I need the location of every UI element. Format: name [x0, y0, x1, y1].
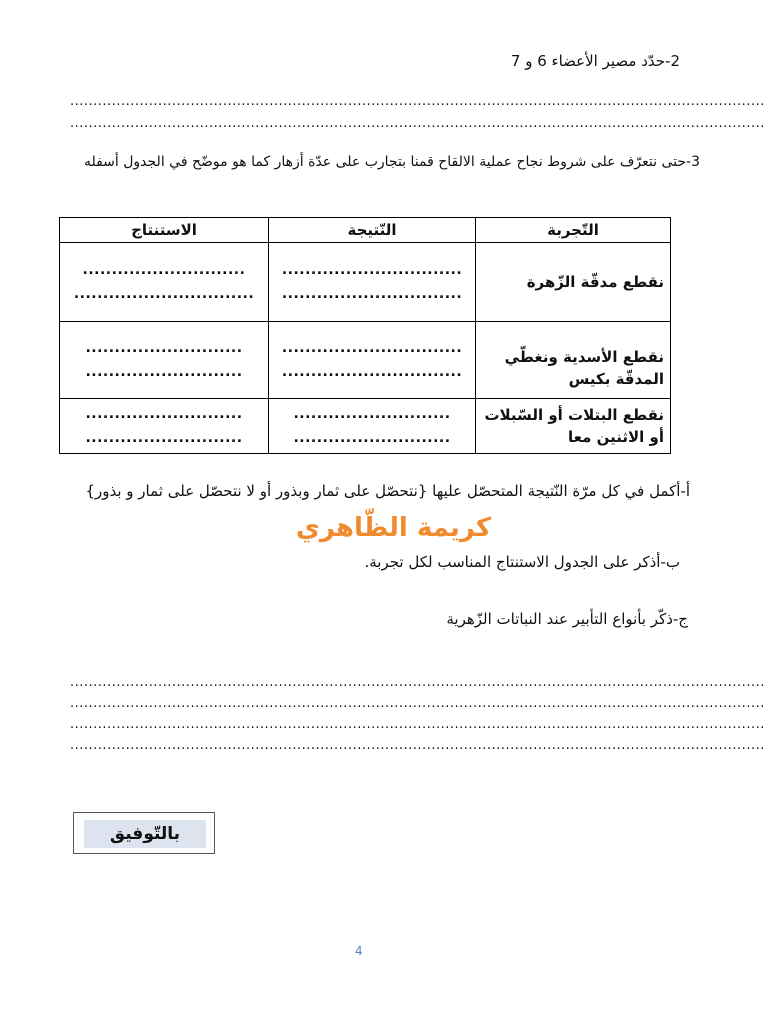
result-line: ...........................: [293, 430, 451, 446]
answer-line: ......................................................................................................................................................: [70, 738, 765, 753]
conclusion-line: ...........................: [85, 430, 243, 446]
answer-line: ......................................................................................................................................................: [70, 696, 765, 711]
conclusion-cell: [60, 399, 269, 454]
answer-line: ......................................................................................................................................................: [70, 675, 765, 690]
conclusion-line: ...........................: [85, 364, 243, 380]
experiment-cell: نقطع مدقّة الزّهرة: [476, 243, 671, 322]
conclusion-cell: [60, 322, 269, 399]
header-result: النّتيجة: [269, 218, 476, 243]
experiment-cell: نقطع الأسدية ونغطّي المدقّة بكيس: [476, 322, 671, 399]
result-cell: [269, 399, 476, 454]
result-line: ...............................: [281, 364, 463, 380]
conclusion-line: ...........................: [85, 406, 243, 422]
question-c: ج-ذكّر بأنواع التأبير عند النباتات الزّهرية: [446, 610, 688, 628]
conclusion-cell: [60, 243, 269, 322]
author-watermark: كريمة الظّاهري: [296, 513, 492, 543]
result-cell: [269, 322, 476, 399]
question-b: ب-أذكر على الجدول الاستنتاج المناسب لكل تجربة.: [364, 553, 680, 571]
header-experiment: التّجربة: [476, 218, 671, 243]
closing-box-fill: [84, 820, 206, 848]
table-header-row: [60, 218, 671, 243]
question-a: أ-أكمل في كل مرّة النّتيجة المتحصّل عليها {نتحصّل على ثمار وبذور أو لا نتحصّل على ثمار و بذور}: [85, 482, 690, 500]
result-line: ...........................: [293, 406, 451, 422]
closing-box: [73, 812, 215, 854]
experiment-cell: نقطع البتلات أو السّبلات أو الاثنين معا: [476, 399, 671, 454]
result-line: ...............................: [281, 262, 463, 278]
result-cell: [269, 243, 476, 322]
answer-line: ......................................................................................................................................................: [70, 717, 765, 732]
table-row: [60, 322, 671, 399]
question-2: 2-حدّد مصير الأعضاء 6 و 7: [510, 52, 680, 70]
conclusion-line: ...............................: [73, 286, 255, 302]
closing-text: بالتّوفيق: [109, 824, 181, 844]
conclusion-line: ............................: [82, 262, 246, 278]
page-number: 4: [355, 944, 363, 958]
answer-line: ......................................................................................................................................................: [70, 94, 765, 109]
experiments-table: [59, 217, 671, 454]
conclusion-line: ...........................: [85, 340, 243, 356]
question-3: 3-حتى نتعرّف على شروط نجاح عملية الالقاح قمنا بتجارب على عدّة أزهار كما هو موضّح في الجدول أسفله: [83, 154, 700, 170]
header-conclusion: الاستنتاج: [60, 218, 269, 243]
result-line: ...............................: [281, 340, 463, 356]
table-row: [60, 399, 671, 454]
result-line: ...............................: [281, 286, 463, 302]
answer-line: ......................................................................................................................................................: [70, 116, 765, 131]
table-row: [60, 243, 671, 322]
